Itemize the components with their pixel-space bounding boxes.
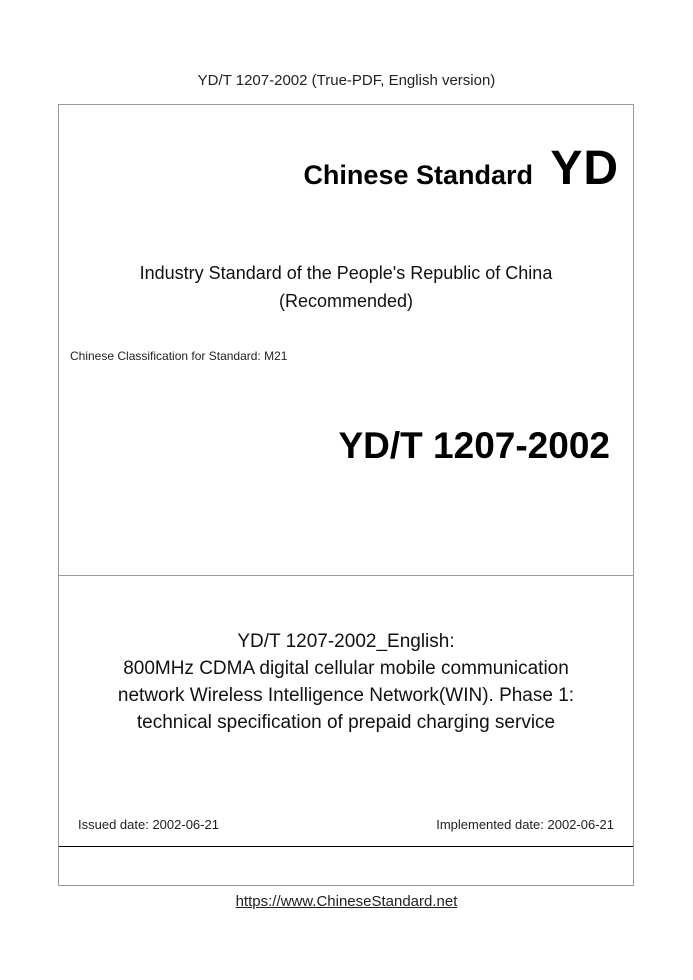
document-title [59, 628, 633, 736]
document-number: YD/T 1207-2002 [338, 425, 610, 466]
industry-standard-heading [59, 259, 633, 315]
footer [0, 893, 693, 910]
industry-line-2: (Recommended) [278, 291, 414, 311]
issued-date: Issued date: 2002-06-21 [78, 817, 219, 832]
document-title-line-3: network Wireless Intelligence Network(WIN). Phase 1: [117, 685, 575, 706]
cover-title-section [59, 576, 633, 847]
standard-type-title: Chinese Standard [303, 160, 533, 190]
implemented-date: Implemented date: 2002-06-21 [436, 817, 614, 832]
document-caption: YD/T 1207-2002 (True-PDF, English version) [197, 72, 496, 89]
cover-header-section [59, 105, 633, 576]
cover-frame [58, 104, 634, 886]
industry-line-1: Industry Standard of the People's Republic of China [139, 263, 553, 283]
classification-text: Chinese Classification for Standard: M21 [70, 349, 288, 363]
document-title-line-4: technical specification of prepaid charging service [136, 712, 556, 733]
document-title-line-2: 800MHz CDMA digital cellular mobile communication [123, 658, 569, 679]
document-title-line-1: YD/T 1207-2002_English: [237, 631, 455, 652]
website-link[interactable]: https://www.ChineseStandard.net [235, 893, 458, 910]
standard-code-mark: YD [550, 142, 619, 195]
